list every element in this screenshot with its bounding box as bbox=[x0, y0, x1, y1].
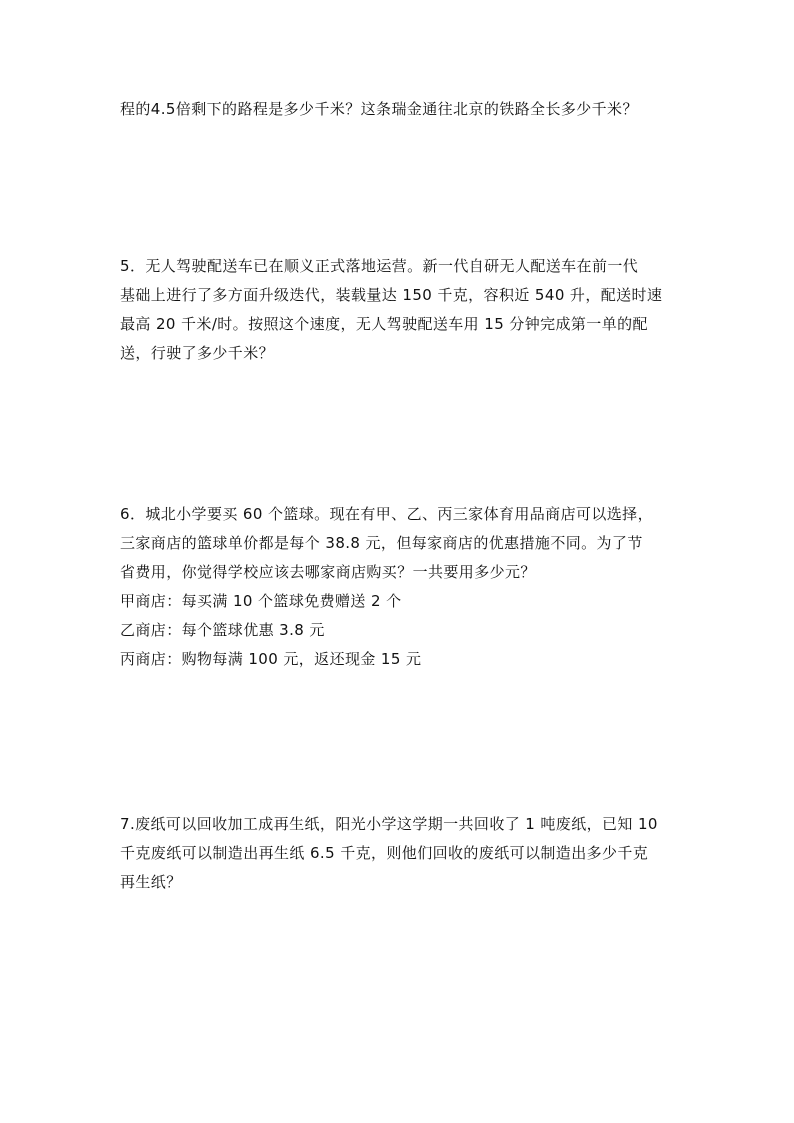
text-line: 再生纸？ bbox=[120, 873, 182, 891]
store-option-bing: 丙商店：购物每满 100 元，返还现金 15 元 bbox=[120, 650, 422, 668]
text-line: 5．无人驾驶配送车已在顺义正式落地运营。新一代自研无人配送车在前一代 bbox=[120, 257, 639, 275]
problem-5 bbox=[120, 252, 680, 368]
text-line: 6．城北小学要买 60 个篮球。现在有甲、乙、丙三家体育用品商店可以选择， bbox=[120, 505, 653, 523]
text-line: 最高 20 千米/时。按照这个速度，无人驾驶配送车用 15 分钟完成第一单的配 bbox=[120, 315, 648, 333]
store-option-yi: 乙商店：每个篮球优惠 3.8 元 bbox=[120, 621, 325, 639]
text-line: 程的4.5倍剩下的路程是多少千米？这条瑞金通往北京的铁路全长多少千米？ bbox=[120, 100, 638, 118]
text-line: 基础上进行了多方面升级迭代，装载量达 150 千克，容积近 540 升，配送时速 bbox=[120, 286, 663, 304]
text-line: 千克废纸可以制造出再生纸 6.5 千克，则他们回收的废纸可以制造出多少千克 bbox=[120, 844, 649, 862]
problem-6 bbox=[120, 500, 680, 674]
problem-4-continuation bbox=[120, 95, 680, 124]
problem-7 bbox=[120, 810, 680, 897]
store-option-jia: 甲商店：每买满 10 个篮球免费赠送 2 个 bbox=[120, 592, 402, 610]
text-line: 7.废纸可以回收加工成再生纸，阳光小学这学期一共回收了 1 吨废纸，已知 10 bbox=[120, 815, 658, 833]
text-line: 省费用，你觉得学校应该去哪家商店购买？一共要用多少元？ bbox=[120, 563, 536, 581]
text-line: 送，行驶了多少千米？ bbox=[120, 344, 275, 362]
text-line: 三家商店的篮球单价都是每个 38.8 元，但每家商店的优惠措施不同。为了节 bbox=[120, 534, 643, 552]
